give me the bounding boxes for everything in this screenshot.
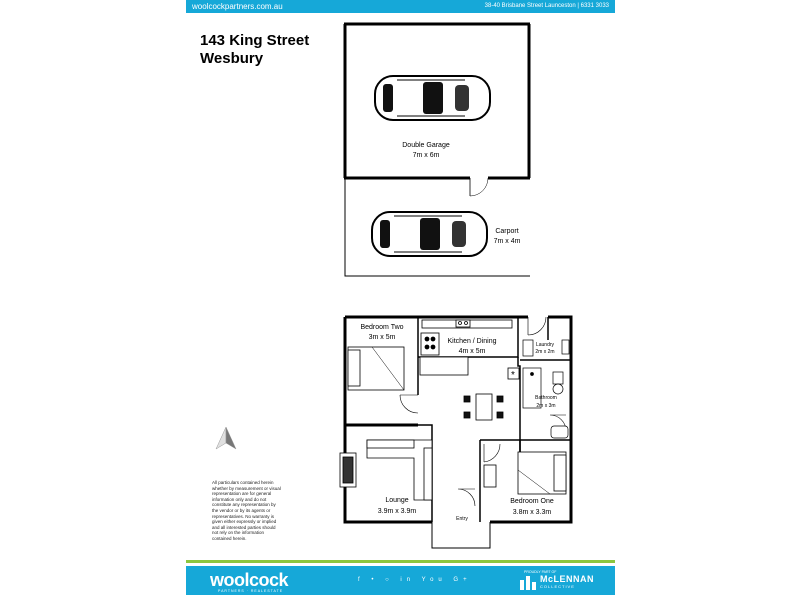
website-link[interactable]: woolcockpartners.com.au (192, 2, 283, 11)
bed-icon (348, 347, 404, 390)
north-arrow-icon (216, 427, 236, 449)
dining-table (464, 394, 503, 420)
social-links[interactable]: f • ○ in You G+ (358, 577, 472, 583)
carport-size: 7m x 4m (493, 238, 521, 245)
exhaust-fan-icon: * (511, 370, 515, 381)
bedroom-two-size: 3m x 5m (368, 334, 396, 341)
office-address: 38-40 Brisbane Street Launceston | 6331 3033 (484, 3, 609, 9)
bedroom-one-size: 3.8m x 3.3m (512, 509, 552, 516)
accent-divider (186, 560, 615, 563)
suburb-name: Wesbury (200, 50, 264, 67)
lounge-size: 3.9m x 3.9m (377, 508, 417, 515)
disclaimer-text: All particulars contained herein whether by measurement or visual representation are for general information only and do not constitute any representation by the vendor or by its agents or representatives. No warranty is given either expressly or implied and all interested parties should not rely on the information contained herein. (212, 480, 281, 541)
bathroom-size: 2m x 3m (536, 403, 556, 409)
bedroom-one-label: Bedroom One (510, 498, 554, 505)
entry-label: Entry (456, 516, 468, 522)
fireplace-icon (340, 453, 356, 487)
sofa-icon (367, 440, 432, 500)
bed-icon (484, 452, 566, 494)
garage-label: Double Garage (402, 142, 450, 149)
lounge-label: Lounge (385, 497, 409, 504)
mclennan-logo-icon (520, 576, 536, 590)
kitchen-label: Kitchen / Dining (447, 338, 497, 345)
laundry-label: Laundry (535, 342, 555, 348)
bedroom-two-label: Bedroom Two (360, 324, 404, 331)
bathroom-label: Bathroom (535, 395, 557, 401)
laundry-size: 2m x 2m (535, 349, 555, 355)
street-name: 143 King Street (200, 32, 310, 49)
partner-subtitle: COLLECTIVE (540, 584, 575, 589)
car-icon (372, 212, 487, 256)
carport-label: Carport (495, 228, 519, 235)
footer-bar (186, 566, 615, 595)
brand-tagline: PARTNERS · REALESTATE (218, 589, 284, 593)
brand-logo[interactable]: woolcock (210, 570, 289, 590)
kitchen-size: 4m x 5m (458, 348, 486, 355)
partner-name: McLENNAN (540, 574, 595, 584)
partner-prefix: PROUDLY PART OF (524, 570, 557, 574)
entry-porch (432, 522, 490, 548)
garage-size: 7m x 6m (412, 152, 440, 159)
car-icon (375, 76, 490, 120)
